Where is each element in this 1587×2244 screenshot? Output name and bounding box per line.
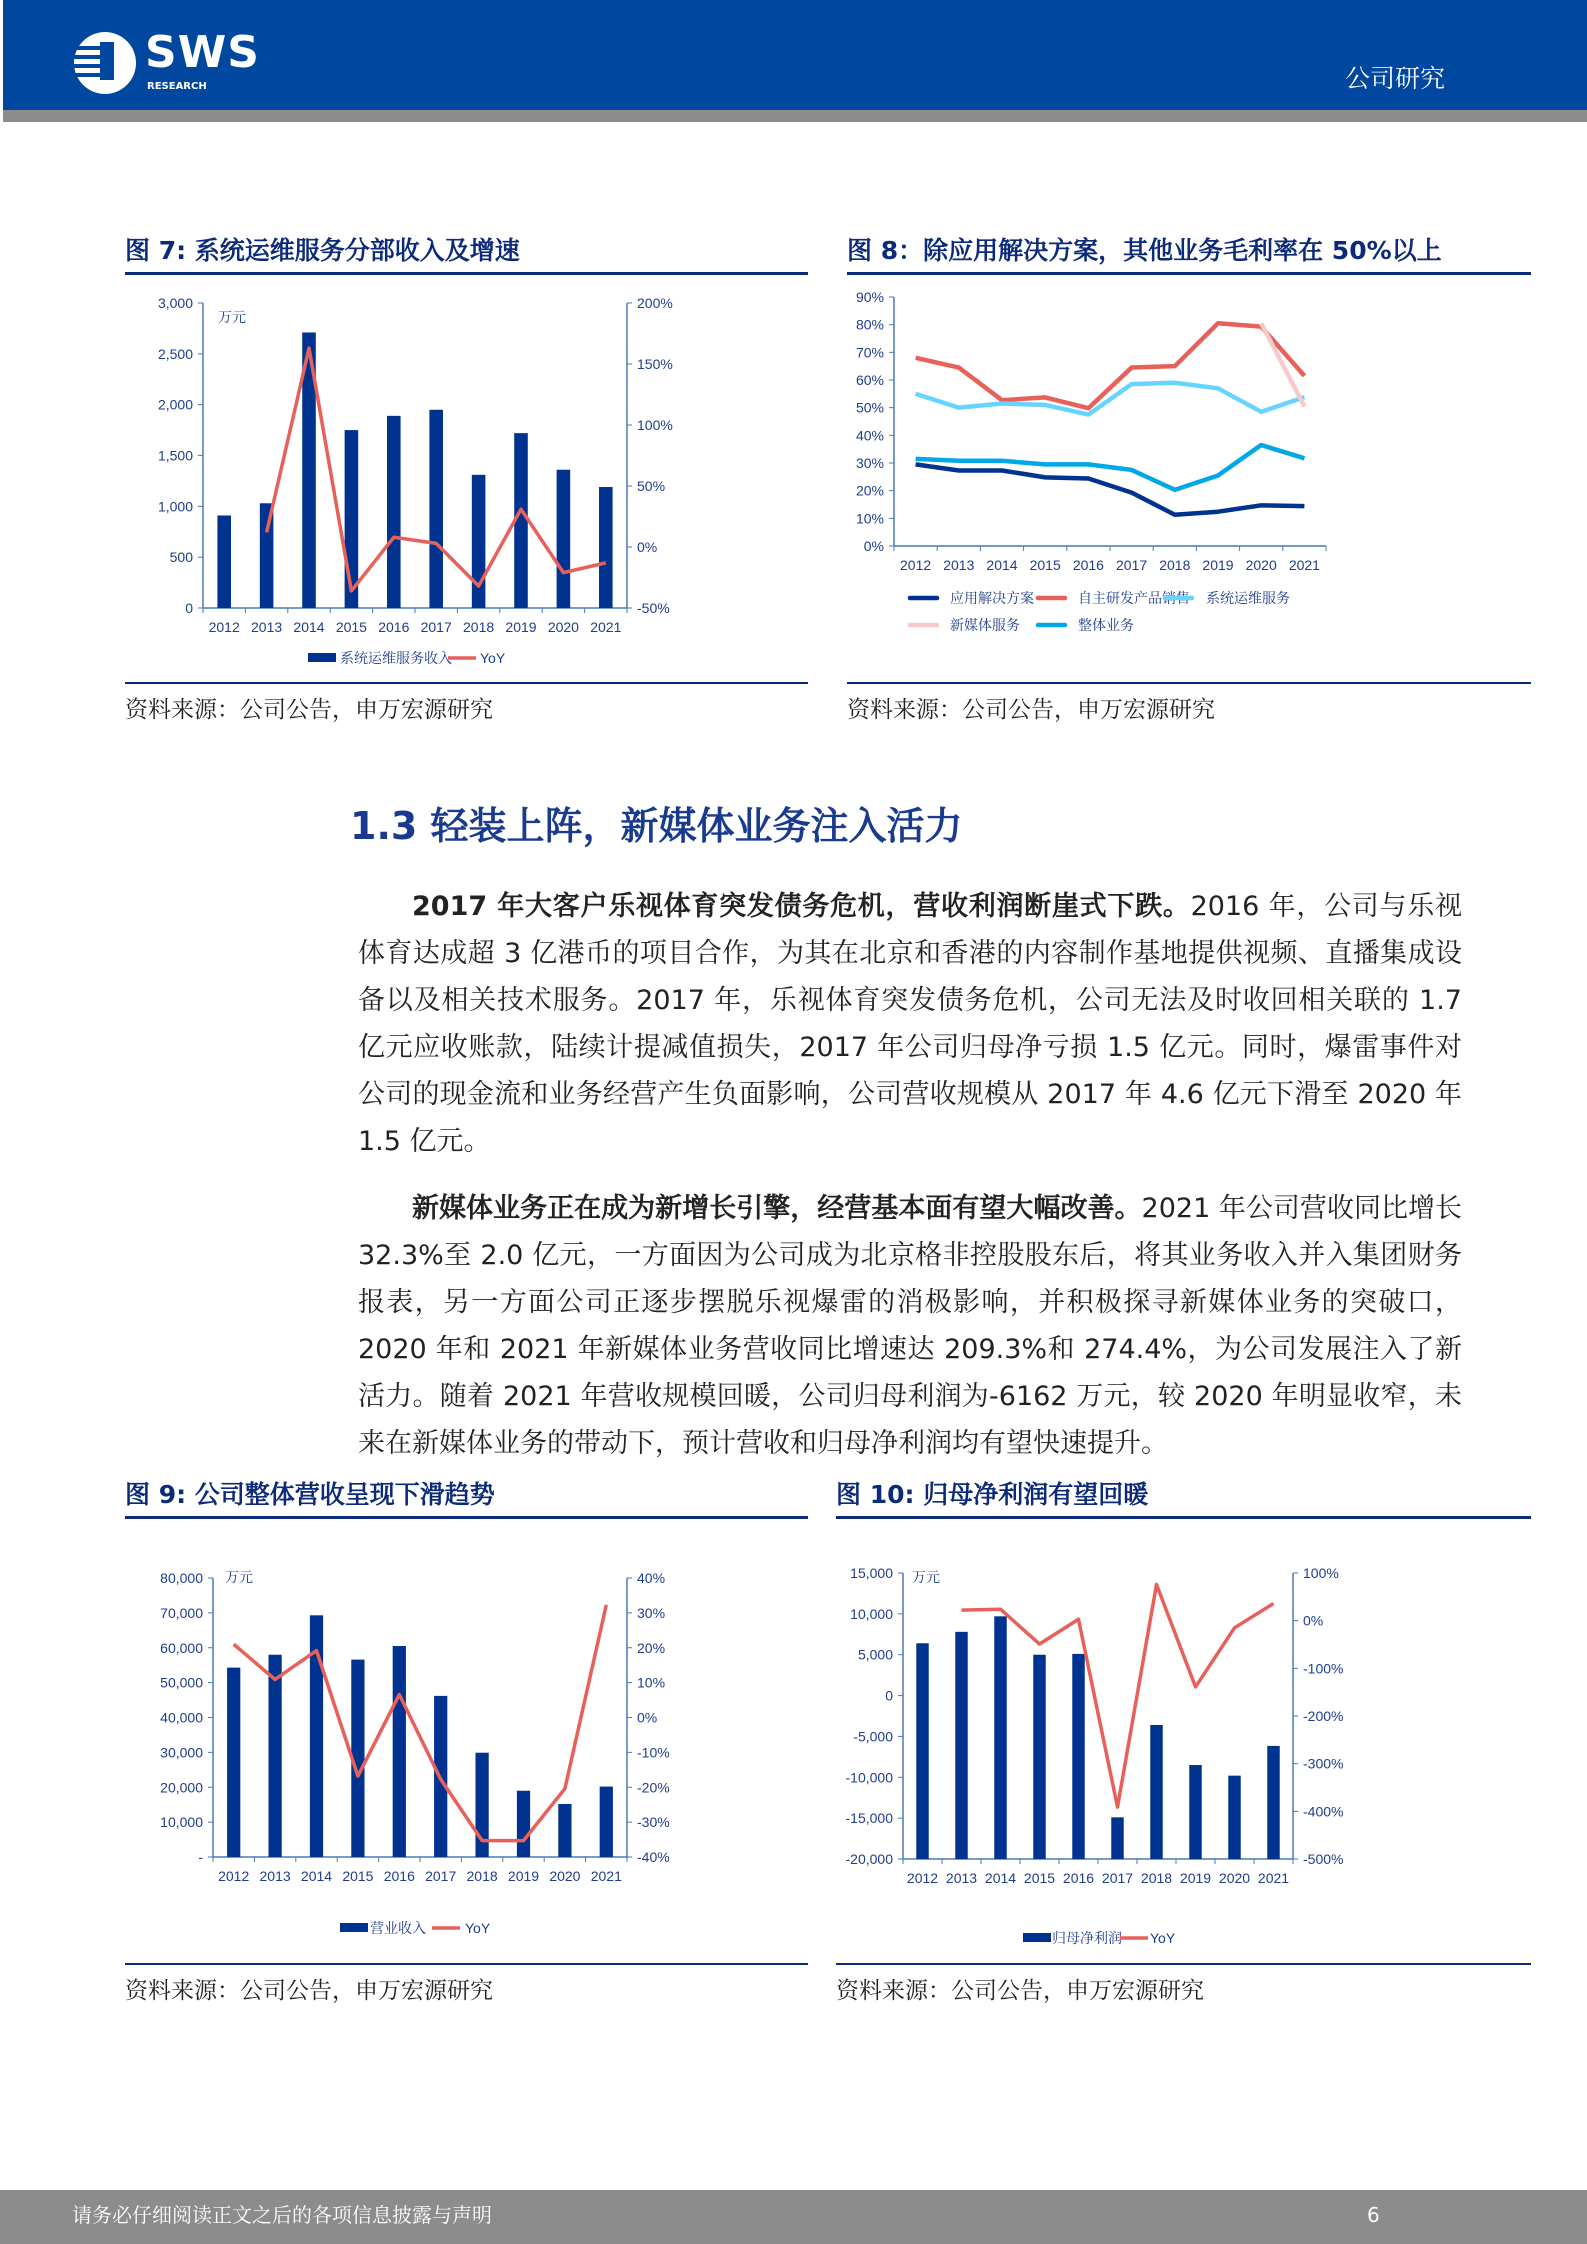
header-divider [3, 110, 1587, 122]
figure-10-title: 图 10: 归母净利润有望回暖 [836, 1480, 1531, 1519]
x-tick-label: 2014 [984, 1870, 1017, 1886]
x-tick-label: 2012 [900, 557, 932, 573]
y-tick-label-left: 0% [863, 538, 884, 554]
x-tick-label: 2016 [1062, 1870, 1095, 1886]
source-divider [847, 682, 1531, 684]
y-tick-label-left: 2,500 [157, 345, 193, 362]
paragraph-2-body: 2021 年公司营收同比增长 32.3%至 2.0 亿元，一方面因为公司成为北京格非控股股东后，将其业务收入并入集团财务报表，另一方面公司正逐步摆脱乐视爆雷的消极影响，并积极探寻新媒体业务的突破口，2020 年和 2021 年新媒体业务营收同比增速达 209.3%和 274.4%，为公司发展注入了新活力。随着 2021 年营收规模回暖，公司归母利润为-6162 万元，较 2020 年明显收窄，未来在新媒体业务的带动下，预计营收和归母净利润均有望快速提升。 [358, 1193, 1463, 1459]
bar [517, 1791, 530, 1857]
bar [600, 1787, 613, 1857]
legend-label: 整体业务 [1078, 617, 1134, 633]
x-tick-label: 2017 [1116, 557, 1148, 573]
x-tick-label: 2019 [505, 619, 537, 635]
y-tick-label-left: 30,000 [160, 1744, 203, 1761]
legend-label: 应用解决方案 [950, 590, 1034, 606]
x-tick-label: 2012 [208, 619, 240, 635]
y-tick-label-right: 20% [637, 1639, 666, 1656]
x-tick-label: 2020 [547, 619, 579, 635]
x-tick-label: 2015 [1029, 557, 1061, 573]
x-tick-label: 2019 [1179, 1870, 1212, 1886]
x-tick-label: 2017 [1101, 1870, 1134, 1886]
y-tick-label-left: -10,000 [845, 1769, 893, 1786]
y-tick-label-left: 50,000 [160, 1674, 203, 1691]
series-line [916, 445, 1305, 490]
figure-9-source: 资料来源：公司公告，申万宏源研究 [125, 1978, 493, 2004]
y-tick-label-right: -300% [1303, 1755, 1344, 1772]
y-tick-label-left: 30% [855, 455, 884, 471]
unit-label: 万元 [225, 1569, 253, 1585]
legend-label: 新媒体服务 [950, 617, 1020, 633]
legend-label: YoY [480, 650, 506, 666]
y-tick-label-right: 150% [637, 356, 673, 372]
x-tick-label: 2016 [383, 1868, 415, 1884]
figure-8-chart [840, 280, 1540, 650]
x-tick-label: 2019 [1202, 557, 1234, 573]
legend-label: YoY [465, 1920, 491, 1936]
y-tick-label-left: 60% [855, 372, 884, 388]
legend-label: 系统运维服务收入 [340, 650, 452, 666]
figure-10-source: 资料来源：公司公告，申万宏源研究 [836, 1978, 1204, 2004]
series-line [916, 323, 1305, 408]
legend-label: 归母净利润 [1052, 1930, 1122, 1946]
x-tick-label: 2017 [420, 619, 452, 635]
figure-8-title: 图 8：除应用解决方案，其他业务毛利率在 50%以上 [847, 236, 1531, 275]
y-tick-label-right: -100% [1303, 1660, 1344, 1677]
y-tick-label-left: 3,000 [157, 295, 193, 311]
bar [1228, 1776, 1240, 1859]
source-divider [836, 1963, 1531, 1965]
y-tick-label-right: 100% [1303, 1565, 1339, 1581]
y-tick-label-right: -400% [1303, 1803, 1344, 1820]
y-tick-label-left: 40,000 [160, 1709, 203, 1726]
bar [916, 1643, 928, 1859]
x-tick-label: 2021 [1288, 557, 1320, 573]
x-tick-label: 2021 [1257, 1870, 1290, 1886]
x-tick-label: 2018 [1159, 557, 1191, 573]
legend-label: 系统运维服务 [1206, 590, 1290, 606]
y-tick-label-left: 500 [169, 549, 193, 566]
legend-label: 营业收入 [370, 1920, 426, 1936]
x-tick-label: 2013 [945, 1870, 978, 1886]
legend-swatch [340, 1923, 368, 1932]
series-line [1261, 323, 1304, 406]
bar [429, 410, 443, 608]
y-tick-label-right: -10% [637, 1744, 670, 1761]
y-tick-label-right: -40% [637, 1849, 670, 1865]
y-tick-label-left: 10% [855, 510, 884, 527]
paragraph-1-lead: 2017 年大客户乐视体育突发债务危机，营收利润断崖式下跌。 [412, 891, 1191, 922]
y-tick-label-right: 0% [1303, 1612, 1324, 1629]
body-text [358, 883, 1462, 1487]
bar [1267, 1746, 1279, 1859]
y-tick-label-left: 50% [855, 399, 884, 416]
x-tick-label: 2013 [259, 1868, 291, 1884]
figure-8-source: 资料来源：公司公告，申万宏源研究 [847, 697, 1215, 723]
bar [268, 1655, 281, 1857]
figure-7-source: 资料来源：公司公告，申万宏源研究 [125, 697, 493, 723]
y-tick-label-right: 200% [637, 295, 673, 311]
bar [1150, 1725, 1162, 1859]
x-tick-label: 2015 [1023, 1870, 1056, 1886]
y-tick-label-left: 80% [855, 316, 884, 333]
bar [393, 1646, 406, 1857]
paragraph-1-body: 2016 年，公司与乐视体育达成超 3 亿港币的项目合作，为其在北京和香港的内容制作基地提供视频、直播集成设备以及相关技术服务。2017 年，乐视体育突发债务危机，公司无法及时收回相关联的 1.7 亿元应收账款，陆续计提减值损失，2017 年公司归母净亏损 1.5 亿元。同时，爆雷事件对公司的现金流和业务经营产生负面影响，公司营收规模从 2017 年 4.6 亿元下滑至 2020 年 1.5 亿元。 [358, 891, 1462, 1157]
y-tick-label-right: 0% [637, 539, 658, 555]
x-tick-label: 2018 [1140, 1870, 1173, 1886]
brand-name: SWS [145, 27, 260, 78]
y-tick-label-left: - [198, 1849, 203, 1865]
bar [599, 487, 613, 608]
y-tick-label-left: 60,000 [160, 1639, 203, 1656]
y-tick-label-left: 0 [185, 600, 193, 616]
y-tick-label-left: 15,000 [850, 1565, 893, 1581]
y-tick-label-right: 0% [637, 1709, 658, 1726]
series-line [234, 1605, 607, 1841]
x-tick-label: 2018 [466, 1868, 498, 1884]
y-tick-label-left: 80,000 [160, 1570, 203, 1586]
source-divider [125, 682, 808, 684]
x-tick-label: 2014 [986, 557, 1018, 573]
y-tick-label-left: 70% [855, 344, 884, 361]
legend-swatch [308, 653, 336, 662]
paragraph-1 [358, 883, 1462, 1165]
y-tick-label-right: -30% [637, 1814, 670, 1831]
figure-10-chart [830, 1540, 1550, 1960]
bar [1111, 1817, 1123, 1859]
y-tick-label-right: 50% [637, 478, 666, 494]
x-tick-label: 2016 [1072, 557, 1104, 573]
figure-7-title: 图 7: 系统运维服务分部收入及增速 [125, 236, 808, 275]
figure-7-chart [120, 280, 820, 680]
y-tick-label-left: -5,000 [853, 1728, 893, 1745]
legend-swatch [1023, 1933, 1051, 1942]
y-tick-label-left: 20,000 [160, 1779, 203, 1796]
y-tick-label-right: -20% [637, 1779, 670, 1796]
x-tick-label: 2012 [906, 1870, 939, 1886]
figure-9-title: 图 9: 公司整体营收呈现下滑趋势 [125, 1480, 808, 1519]
y-tick-label-left: -15,000 [845, 1810, 893, 1827]
page-number: 6 [1367, 2203, 1380, 2227]
x-tick-label: 2020 [1218, 1870, 1251, 1886]
y-tick-label-left: 10,000 [850, 1605, 893, 1622]
paragraph-2 [358, 1185, 1462, 1467]
bar [994, 1616, 1006, 1859]
x-tick-label: 2015 [342, 1868, 374, 1884]
bar [955, 1632, 967, 1859]
bar [1033, 1655, 1045, 1859]
report-type: 公司研究 [1345, 64, 1446, 93]
y-tick-label-left: 0 [885, 1687, 893, 1704]
bar [557, 470, 571, 608]
y-tick-label-left: 5,000 [857, 1646, 893, 1663]
series-line [916, 464, 1305, 514]
y-tick-label-right: -50% [637, 600, 670, 616]
bar [472, 475, 486, 608]
source-divider [125, 1963, 808, 1965]
section-heading: 1.3 轻装上阵，新媒体业务注入活力 [350, 804, 963, 848]
x-tick-label: 2021 [590, 619, 622, 635]
legend-label: YoY [1150, 1930, 1176, 1946]
series-line [962, 1584, 1274, 1807]
bar [1072, 1654, 1084, 1859]
x-tick-label: 2020 [549, 1868, 581, 1884]
x-tick-label: 2013 [251, 619, 283, 635]
legend-label: 自主研发产品销售 [1078, 590, 1190, 606]
y-tick-label-right: 40% [637, 1570, 666, 1586]
bar [558, 1804, 571, 1857]
y-tick-label-left: 10,000 [160, 1814, 203, 1831]
sws-logo-icon [72, 30, 138, 96]
unit-label: 万元 [912, 1569, 940, 1585]
brand-sub: RESEARCH [147, 81, 207, 92]
x-tick-label: 2019 [507, 1868, 540, 1884]
figure-9-chart [120, 1540, 820, 1960]
x-tick-label: 2014 [293, 619, 325, 635]
bar [227, 1668, 240, 1857]
y-tick-label-left: 70,000 [160, 1604, 203, 1621]
y-tick-label-left: 20% [855, 482, 884, 499]
y-tick-label-left: -20,000 [845, 1851, 893, 1867]
x-tick-label: 2017 [425, 1868, 457, 1884]
x-tick-label: 2020 [1245, 557, 1277, 573]
y-tick-label-left: 2,000 [157, 396, 193, 413]
x-tick-label: 2018 [463, 619, 495, 635]
footer-disclaimer: 请务必仔细阅读正文之后的各项信息披露与声明 [72, 2203, 492, 2227]
y-tick-label-right: 100% [637, 417, 673, 433]
x-tick-label: 2015 [335, 619, 367, 635]
y-tick-label-right: -200% [1303, 1708, 1344, 1724]
y-tick-label-left: 40% [855, 427, 884, 444]
bar [387, 416, 401, 608]
bar [1189, 1765, 1201, 1859]
y-tick-label-right: 30% [637, 1604, 666, 1621]
bar [217, 515, 231, 608]
y-tick-label-left: 1,000 [157, 498, 193, 515]
y-tick-label-right: -500% [1303, 1851, 1344, 1867]
x-tick-label: 2012 [218, 1868, 250, 1884]
x-tick-label: 2013 [943, 557, 975, 573]
x-tick-label: 2014 [300, 1868, 333, 1884]
y-tick-label-left: 90% [855, 289, 884, 305]
x-tick-label: 2021 [590, 1868, 622, 1884]
y-tick-label-right: 10% [637, 1674, 666, 1691]
paragraph-2-lead: 新媒体业务正在成为新增长引擎，经营基本面有望大幅改善。 [412, 1193, 1142, 1224]
y-tick-label-left: 1,500 [157, 447, 193, 464]
x-tick-label: 2016 [378, 619, 410, 635]
unit-label: 万元 [218, 309, 246, 325]
